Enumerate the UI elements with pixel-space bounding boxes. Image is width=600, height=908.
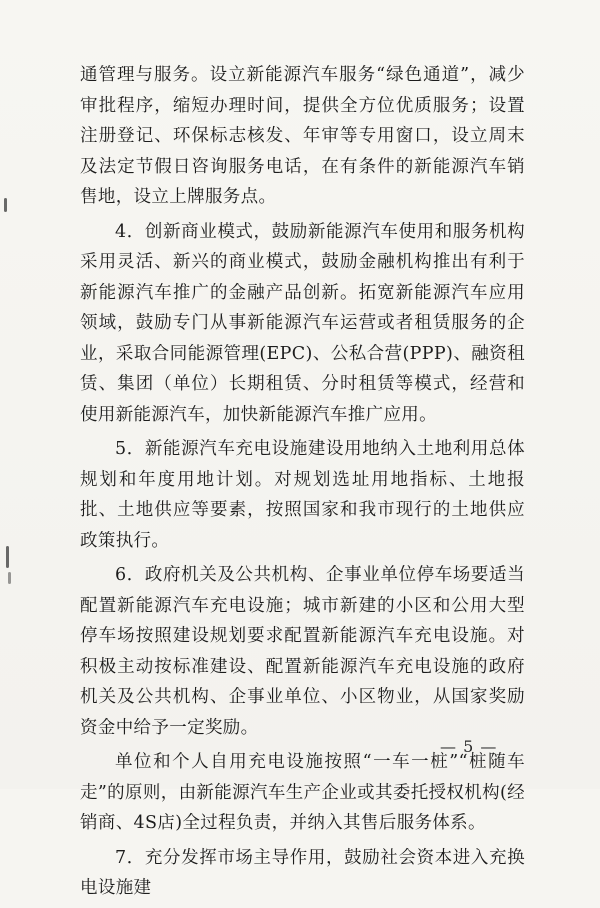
binding-hole-mark [8, 572, 11, 584]
paragraph-continuation: 通管理与服务。设立新能源汽车服务“绿色通道”，减少审批程序，缩短办理时间，提供全方位优质服务；设置注册登记、环保标志核发、年审等专用窗口，设立周末及法定节假日咨询服务电话，在有条件的新能源汽车销售地，设立上牌服务点。 [80, 65, 525, 207]
paragraph-item-7: 7．充分发挥市场主导作用，鼓励社会资本进入充换电设施建 [80, 847, 525, 898]
document-body [80, 60, 525, 908]
paragraph-self-use-charging: 单位和个人自用充电设施按照“一车一桩”“桩随车走”的原则，由新能源汽车生产企业或其委托授权机构(经销商、4S店)全过程负责，并纳入其售后服务体系。 [80, 752, 525, 833]
binding-hole-mark [4, 198, 7, 212]
paragraph-item-4: 4．创新商业模式，鼓励新能源汽车使用和服务机构采用灵活、新兴的商业模式，鼓励金融机构推出有利于新能源汽车推广的金融产品创新。拓宽新能源汽车应用领域，鼓励专门从事新能源汽车运营或者租赁服务的企业，采取合同能源管理(EPC)、公私合营(PPP)、融资租赁、集团（单位）长期租赁、分时租赁等模式，经营和使用新能源汽车，加快新能源汽车推广应用。 [80, 221, 525, 425]
paragraph-item-6: 6．政府机关及公共机构、企事业单位停车场要适当配置新能源汽车充电设施；城市新建的小区和公用大型停车场按照建设规划要求配置新能源汽车充电设施。对积极主动按标准建设、配置新能源汽车充电设施的政府机关及公共机构、企事业单位、小区物业，从国家奖励资金中给予一定奖励。 [80, 565, 525, 738]
paragraph-item-5: 5．新能源汽车充电设施建设用地纳入土地利用总体规划和年度用地计划。对规划选址用地指标、土地报批、土地供应等要素，按照国家和我市现行的土地供应政策执行。 [80, 439, 525, 551]
page-number: — 5 — [440, 737, 498, 756]
binding-hole-mark [6, 546, 9, 568]
